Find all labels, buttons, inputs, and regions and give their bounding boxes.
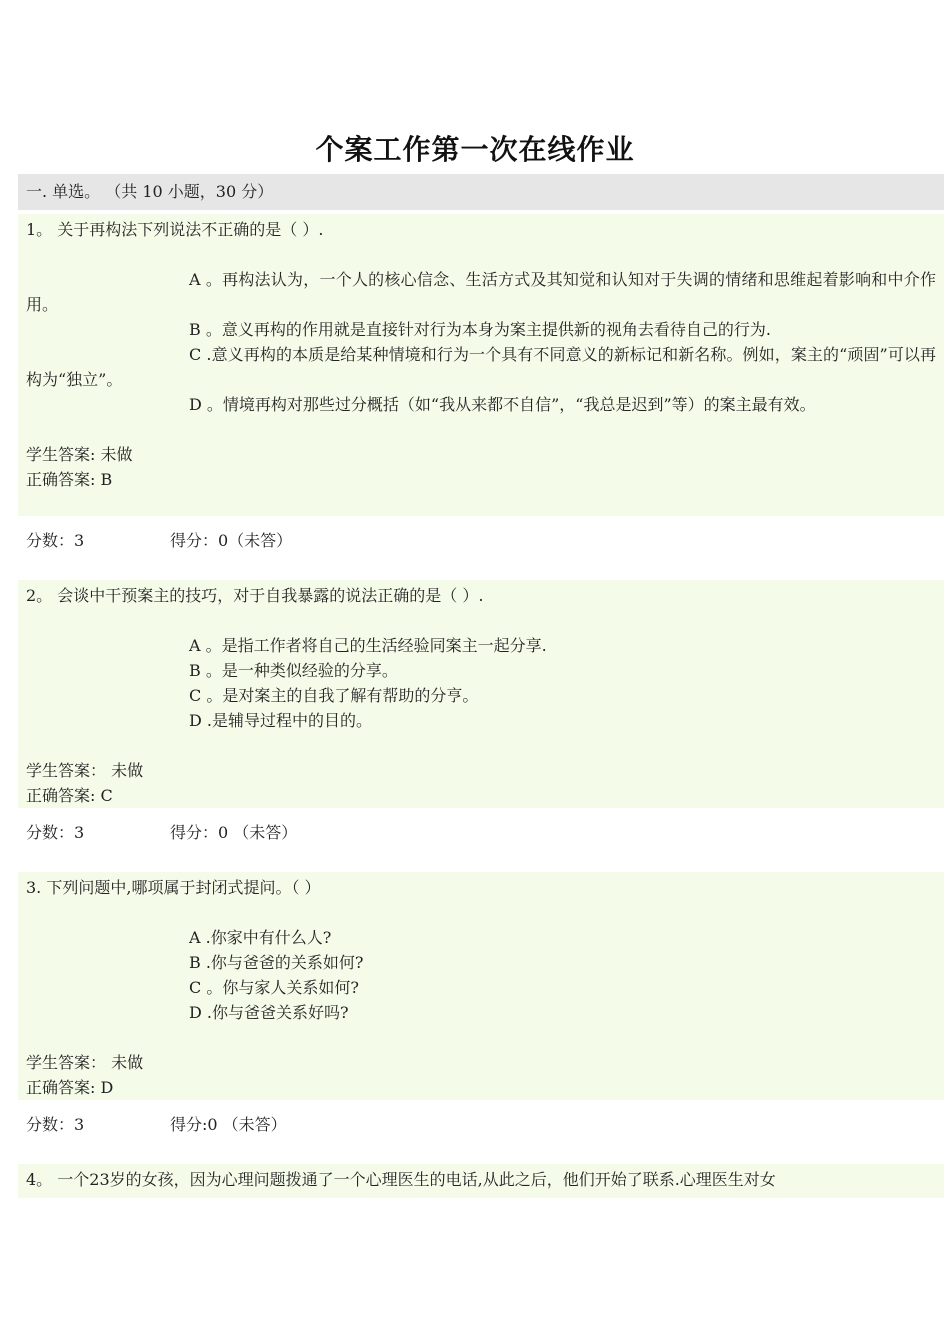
option-d: D .是辅导过程中的目的。 [189,711,373,730]
page-title: 个案工作第一次在线作业 [315,133,635,166]
question-stem: 4。 一个23岁的女孩，因为心理问题拨通了一个心理医生的电话,从此之后，他们开始了联系.心理医生对女 [26,1170,776,1189]
score-row-3 [26,1112,287,1137]
question-2 [18,580,944,808]
student-answer: 学生答案： 未做 [26,1053,144,1072]
option-c: C .意义再构的本质是给某种情境和行为一个具有不同意义的新标记和新名称。例如，案主的“顽固”可以再构为“独立”。 [26,345,936,389]
question-stem: 2。 会谈中干预案主的技巧，对于自我暴露的说法正确的是（ ）. [26,586,484,605]
student-answer: 学生答案： 未做 [26,761,144,780]
option-a: A .你家中有什么人? [189,928,332,947]
correct-answer: 正确答案: B [26,470,113,489]
score-value: 分数：3 [26,823,85,842]
section-header: 一. 单选。 （共 10 小题，30 分） [18,174,944,210]
score-row-1 [26,528,292,553]
obtained-score: 得分:0 （未答） [170,1115,287,1134]
correct-answer: 正确答案: C [26,786,113,805]
question-1 [18,214,944,516]
question-3 [18,872,944,1100]
option-b: B 。是一种类似经验的分享。 [189,661,398,680]
question-stem: 1。 关于再构法下列说法不正确的是（ ）. [26,220,324,239]
option-a: A 。再构法认为，一个人的核心信念、生活方式及其知觉和认知对于失调的情绪和思维起着影响和中介作用。 [26,270,936,314]
question-4 [18,1164,944,1198]
option-c: C 。是对案主的自我了解有帮助的分亨。 [189,686,479,705]
option-a: A 。是指工作者将自己的生活经验同案主一起分享. [189,636,547,655]
student-answer: 学生答案: 未做 [26,445,133,464]
option-c: C 。你与家人关系如何? [189,978,359,997]
score-value: 分数：3 [26,531,85,550]
score-value: 分数：3 [26,1115,85,1134]
option-b: B .你与爸爸的关系如何? [189,953,364,972]
correct-answer: 正确答案: D [26,1078,114,1097]
obtained-score: 得分：0 （未答） [170,823,298,842]
option-b: B 。意义再构的作用就是直接针对行为本身为案主提供新的视角去看待自己的行为. [189,320,771,339]
option-d: D .你与爸爸关系好吗? [189,1003,349,1022]
obtained-score: 得分：0（未答） [170,531,293,550]
question-stem: 3. 下列问题中,哪项属于封闭式提问。（ ） [26,878,321,897]
score-row-2 [26,820,297,845]
option-d: D 。情境再构对那些过分概括（如“我从来都不自信”，“我总是迟到”等）的案主最有效。 [189,395,816,414]
